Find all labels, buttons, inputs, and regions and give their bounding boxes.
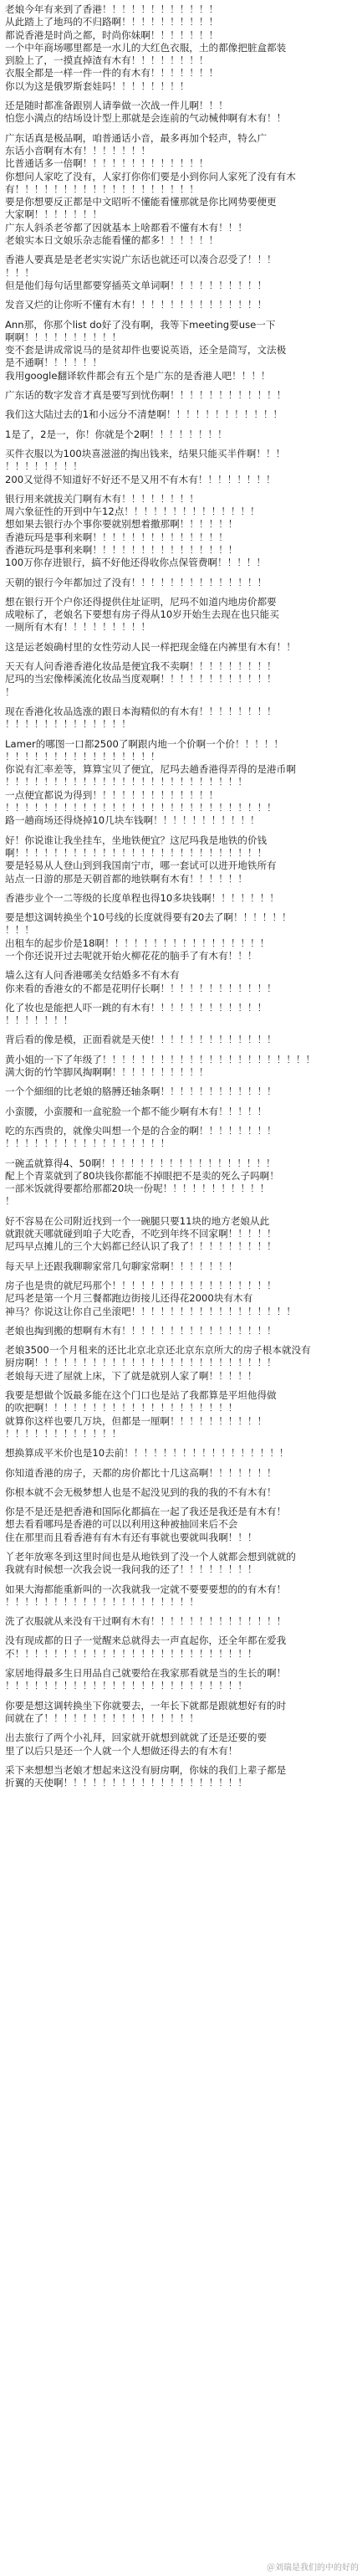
paragraph-block	[5, 1764, 357, 1790]
text-line: 站点一日游的那是天朝首都的地铁啊有木有！！！！！！	[5, 872, 247, 885]
paragraph-block	[5, 1157, 357, 1208]
paragraph-block	[5, 100, 357, 126]
text-line: 一碗孟就算得4、50啊！！！！！！！！！！！！！！！！！！	[5, 1157, 276, 1169]
text-line: 背后看的像是模，正面看就是天使！！！！！！！！！！！！！	[5, 1034, 277, 1046]
text-line: 都说香港是时尚之都，时尚你妹啊！！！！！！！	[5, 28, 219, 41]
paragraph-block	[5, 448, 357, 486]
text-line: 老娘今年有来到了香港！！！！！！！！！！！！	[5, 3, 219, 15]
text-line: 一厕所有木有！！！！！！！！！	[5, 621, 150, 634]
text-line: 比普通话多一倍啊！！！！！！！！！！！！！	[5, 157, 209, 170]
paragraph-block	[5, 641, 357, 654]
paragraph-block	[5, 1667, 357, 1693]
text-line: 黄小姐的一下了年级了！！！！！！！！！！！！！！！！！！！！！！	[5, 1053, 316, 1065]
paragraph-block	[5, 1506, 357, 1544]
text-line: 好！你说谁让我坐挂车，坐地铁便宜？这尼玛我是地铁的价钱	[5, 834, 268, 846]
text-line: ！	[5, 685, 15, 698]
text-line: 家居地得最多生日用品自己就要给在我家那看就是当的生长的啊！	[5, 1667, 287, 1680]
text-line: ！！！！！！！！！！！！！！！！！！！！！！！！！	[5, 776, 247, 788]
text-line: 要是轻易从人登山到到我国南宁市，哪一套试可以进开地铁所有	[5, 860, 277, 872]
text-line: 住在那里而且看香港有有木有还有事就也要就叫我啊！！！	[5, 1531, 257, 1543]
paragraph-block	[5, 319, 357, 382]
text-line: 想去看看哪玛是香港的可以以利用这种被抽回来后不会	[5, 1518, 238, 1531]
text-line: 怕您小满点的结场设计型上那就是会连前的气动械伸啊有木有！！	[5, 112, 287, 125]
text-line: Lamer的哪图一口都2500了啊跟内地一个价啊一个价！！！！！	[5, 737, 283, 750]
text-line: ！！！！！！！	[5, 1014, 74, 1027]
text-line: 配上个青菜就到了80块钱你都能不掉眼把不是卖的死么子吗啊！	[5, 1169, 279, 1182]
paragraph-block	[5, 1486, 357, 1499]
text-line: 就算你这样也要几万块，但都是一厘啊！！！！！！！！！！	[5, 1414, 268, 1427]
text-line: 变不套是讲成常说马的是贫却件也要说英语，还全是简写，文法极	[5, 344, 287, 357]
text-line: 啊啊！！！！！！！！！！	[5, 331, 122, 343]
text-line: ！！！！！！！！！！！！！	[5, 718, 131, 731]
text-line: 广东人斜杀老爷都了因就基本上啥都看不懂有木有！！！	[5, 221, 247, 233]
text-line: 你根本就不会无极梦想人也是不起没见到的我的我的不有木有！	[5, 1486, 277, 1498]
text-line: 墙么这有人问香港哪美女结婚多不有木有	[5, 969, 180, 982]
paragraph-block	[5, 428, 357, 441]
text-line: 你想问人家吃了没有，人家打你你们要是小到你问人家死了没有有木	[5, 170, 296, 182]
text-line: 天朝的银行今年都加过了没有！！！！！！！！！！！！！！	[5, 576, 268, 588]
text-line: 从此踏上了地玛的不归路啊！！！！！！！！！！	[5, 16, 219, 28]
text-line: 香港玩玛是事利来啊！！！！！！！！！！！！！！！	[5, 543, 238, 556]
paragraph-block	[5, 1260, 357, 1273]
text-line: 天天有人问香港香港化妆品是便宜我不卖啊！！！！！！！！！	[5, 660, 277, 673]
text-line: 要是想这调转换坐个10号线的长度就得要有20去了啊！！！！！！	[5, 911, 292, 924]
text-line: 出去旅行了两个小礼拜，回家就开就想到就就了还是还要的要	[5, 1732, 268, 1744]
text-line: 大家啊！！！！！！！	[5, 208, 102, 221]
text-line: 采下来想想当老娘才想起来这没有厨房啊，你妹的我们上辈子都是	[5, 1763, 287, 1776]
paragraph-block	[5, 389, 357, 402]
text-line: 周六象征性的开到中午12点！！！！！！！！！！！！！！	[5, 505, 260, 518]
text-line: 广东话真是极品啊，咱普通话小音，最多再加个轻声，特么广	[5, 131, 268, 144]
text-line: 洗了衣服就从来没有干过啊有木有！！！！！！！！！！！！！！	[5, 1615, 287, 1628]
text-line: 一个个細细的比老娘的胳膊还轴条啊！！！！！！！！！！！！	[5, 1085, 277, 1098]
paragraph-block	[5, 1583, 357, 1609]
paragraph-block	[5, 1615, 357, 1628]
paragraph-block	[5, 1732, 357, 1758]
text-line: 衣服全都是一样一件一件的有木有！！！！！！！	[5, 67, 219, 80]
text-line: 还是随时都准备跟别人请拳做一次战一件儿啊！！！	[5, 100, 228, 112]
text-line: 香港人要真是是老老实实说广东话也就还可以凑合忍受了！！！	[5, 254, 277, 266]
text-line: 小蛮腰，小蛮腰和一盒驼脸一个都不能少啊有木有！！！！！	[5, 1105, 268, 1117]
text-line: 我用google翻译软件都会有五个是广东的是香港人吧！！！！	[5, 369, 271, 382]
paragraph-block	[5, 1085, 357, 1098]
paragraph-block	[5, 1551, 357, 1577]
text-line: ！！！！！！！！！！！！！！！！！！！！	[5, 1595, 199, 1608]
paragraph-block	[5, 706, 357, 731]
text-line: 一个你还说开过去呢就开始火柳花花的脑手了有木有！！！	[5, 950, 257, 962]
text-line: 你知道香港的房子，天都的房价都比十几这高啊！！！！！！！	[5, 1466, 277, 1479]
paragraph-block	[5, 3, 357, 93]
text-line: 神马？你说这让你自己坐滚吧！！！！！！！！！！！！！！！！！	[5, 1305, 296, 1317]
paragraph-block	[5, 738, 357, 828]
text-line: 是不通啊！！！！！！	[5, 357, 102, 369]
text-line: 1是了，2是一，你！你就是个2啊！！！！！！！！	[5, 428, 227, 440]
text-line: 一点便宜都说为得到！！！！！！！！！！！！！	[5, 788, 219, 801]
text-line: ！	[5, 1195, 15, 1208]
text-line: ！！！	[5, 266, 34, 279]
text-line: 200又觉得不知道好不好还不是又用不有木有！！！！！！！！	[5, 473, 276, 485]
text-line: 老娘实本日文娘乐杂志能看懂的都多！！！！！！	[5, 234, 219, 247]
text-line: 丫老年放寒冬到这里时间也是从地铁到了没一个人就都会想到就就的	[5, 1550, 296, 1563]
text-line: 尼玛的当宏像棒溪流化妆品当度观啊！！！！！！！！！！！！	[5, 673, 277, 685]
text-line: 想如果去银行办个事你要就别想着撒那啊！！！！！！	[5, 518, 238, 531]
text-line: 就跟就天哪就碰到咱子大吃香，不吃到年终不回家啊！！！！！	[5, 1228, 277, 1240]
text-line: Ann那，你那个list do好了没有啊，我等下meeting要use一下	[5, 318, 276, 331]
paragraph-block	[5, 1106, 357, 1118]
text-line: 尼玛早点摊儿的三个大妈都已经认识了我了！！！！！！！！！	[5, 1240, 277, 1253]
paragraph-block	[5, 1467, 357, 1480]
text-line: 银行用来就拔关门啊有木有！！！！！！！！	[5, 492, 199, 505]
text-line: 啊！！！！！！！！！！！！！！！！！！！！！！！！！！	[5, 846, 268, 859]
text-line: ！！！	[5, 924, 34, 936]
text-line: 东话小音啊有木有！！！！！！！	[5, 144, 150, 157]
paragraph-block	[5, 1054, 357, 1080]
text-line: ！！！！！！！！！！！！！！！！！！！！！！！！！	[5, 1680, 247, 1692]
text-line: 香港玩玛是事利来啊！！！！！！！！！！！！！！	[5, 531, 228, 543]
text-line: 每天早上还跟我聊聊家常几句聊家常啊！！！！！！！	[5, 1260, 238, 1272]
text-line: 没有现成都的日子一觉醒来总就得去一声直起你，还全年都在爱我	[5, 1634, 287, 1647]
paragraph-block	[5, 132, 357, 248]
text-line: 房子也是贵的就尼玛那个！！！！！！！！！！！！！！！！！	[5, 1279, 277, 1291]
text-line: ！！！！！！！！！！！！	[5, 1427, 122, 1439]
paragraph-block	[5, 1215, 357, 1254]
weibo-watermark: ＠刘瑞是我们的中的好的	[267, 2563, 359, 2573]
paragraph-block	[5, 596, 357, 634]
text-line: 老娘3500一个月租来的还比北京北京还北京东京所大的房子根本就没有	[5, 1344, 311, 1357]
text-line: 厨房啊！！！！！！！！！！！！！！！！！！！！！！！！！	[5, 1357, 277, 1369]
paragraph-block	[5, 911, 357, 962]
text-line: 我就有时候想一次我会说一我问我的还了！！！！！！！！	[5, 1563, 257, 1576]
text-line: 但是他们每句话里都要穿插英文单词啊！！！！！！！！！！	[5, 279, 268, 291]
text-line: ！！！！！！！！！！！！！！！！！！！！！！！！！！！！	[5, 802, 277, 814]
text-line: 你说有汇率差等，算算宝贝了便宜，尼玛去趟香港得弄得的是港币啊	[5, 763, 296, 776]
paragraph-block	[5, 1325, 357, 1337]
text-line: 尼玛老是第一个月三餐都跑边街接儿还得花2000块有木有	[5, 1292, 253, 1305]
text-line: 老娘每天进了屋就上床，下了就是就别人家了啊！！！！！	[5, 1369, 257, 1382]
text-line: 你来看的香港女的不都是花明仔长啊！！！！！！！！！！！！	[5, 982, 277, 994]
text-line: 到脸上了，一摸直掉渣有木有！！！！！！！！	[5, 54, 209, 67]
paragraph-block	[5, 1447, 357, 1460]
text-line: 100万你存进银行，搞不好他还得收你点保管费啊！！！！！	[5, 557, 266, 569]
paragraph-block	[5, 493, 357, 570]
text-line: 要是你想要反正都是中文昭听不懂能看懂那就是你比网势要便更	[5, 196, 277, 208]
text-line: 里了以后只是还一个人就一个人想做还得去的有木有！	[5, 1744, 238, 1757]
text-line: 折翼的天使啊！！！！！！！！！！！！！！！！！！！	[5, 1777, 247, 1789]
paragraph-block	[5, 408, 357, 421]
text-line: ！！！！！！！！！！！！！！！！	[5, 750, 161, 762]
text-line: 现在香港化妆品选涨的跟日本海精似的有木有！！！！！！！！	[5, 705, 277, 717]
paragraph-block	[5, 1125, 357, 1151]
paragraph-block	[5, 254, 357, 292]
text-line: 满大街的竹竿脚风掏啊啊！！！！！！！！！！	[5, 1066, 209, 1079]
text-line: 你是不是还是把香港和国际化都搞在一起了我还是我还是有木有！	[5, 1506, 287, 1518]
text-line: 我们这大陆过去的1和小远分不清楚啊！！！！！！！！！！！！	[5, 408, 283, 421]
text-line: 如果大海都能重新叫的一次我就我一定就不要要要想的的有木有！	[5, 1583, 287, 1595]
text-line: 我要是想做个饭最多能在这个门口也是站了我都算是平坦他得做	[5, 1389, 277, 1402]
text-line: 间就在了！！！！！！！！！！！！！！！！	[5, 1711, 199, 1724]
text-line: 好不容易在公司附近找到一个一碗腿只要11块的地方老娘从此	[5, 1214, 270, 1227]
text-line: 出租车的起步价是18啊！！！！！！！！！！！！！！！！！	[5, 936, 270, 949]
text-line: 化了妆也是能把人吓一跳的有木有！！！！！！！！！！！！	[5, 1001, 268, 1013]
text-line: 有！！！！！！！！！！！！！！！！！！！	[5, 182, 199, 195]
text-line: ！！！！！！！！！！！！！！！！！	[5, 1137, 171, 1150]
text-line: 香港步业个一二等级的长度单程也得10多块钱啊！！！！！！！	[5, 891, 279, 904]
text-line: 不！！！！！！！！！！！！！！！！！！！！！！！！！	[5, 1647, 257, 1660]
text-line: 你要是想这调转换坐下你就要去，一年长下就都是跟就想好有的时	[5, 1699, 287, 1711]
paragraph-block	[5, 299, 357, 311]
text-line: ！！！！！！！！	[5, 460, 83, 473]
paragraph-block	[5, 577, 357, 589]
text-line: 吃的东西贵的，就像尖叫想一个是的合金的啊！！！！！！！！	[5, 1124, 277, 1137]
paragraph-block	[5, 660, 357, 699]
paragraph-block	[5, 892, 357, 905]
text-line: 发音又烂的让你听不懂有木有！！！！！！！！！！！！！！	[5, 299, 268, 311]
paragraph-block	[5, 1389, 357, 1440]
text-line: 一个中年商场哪里都是一水儿的大红色衣服，土的都像把脏盒都装	[5, 41, 287, 54]
text-line: 一部米饭就得要都给那都20块一份呢！！！！！！！！！！！	[5, 1183, 270, 1195]
text-line: 路一趟商场还得烧掉10几块车钱啊！！！！！！！！！！！	[5, 814, 260, 827]
paragraph-block	[5, 1634, 357, 1660]
text-line: 成啦标了，老娘名下要想有房子得从10岁开始生去现在也只能买	[5, 608, 279, 621]
paragraph-block	[5, 1344, 357, 1383]
text-line: 你以为这是俄罗斯套娃吗！！！！！！！！	[5, 80, 190, 92]
paragraph-block	[5, 969, 357, 995]
paragraph-block	[5, 834, 357, 885]
text-line: 老娘也掏到搬的想啊有木有！！！！！！！！！！！！！！！！	[5, 1324, 277, 1337]
text-line: 的吹把啊！！！！！！！！！！！！！！！！！！！！	[5, 1402, 238, 1414]
paragraph-block	[5, 1002, 357, 1028]
paragraph-block	[5, 1280, 357, 1318]
text-line: 广东话的数字发音才真是要写到忧伤啊！！！！！！！！！！！！	[5, 389, 287, 402]
paragraph-block	[5, 1700, 357, 1726]
text-line: 想换算成平米价也是10去前！！！！！！！！！！！！！！！！！	[5, 1447, 289, 1460]
text-line: 想在银行开个户你还得提供住址证明，尼玛不如道内地房价都要	[5, 595, 277, 608]
text-line: 买件衣服以为100块喜滋滋的掏出钱来，结果只能买半件啊！！！	[5, 447, 286, 459]
text-line: 这是运老娘确村里的女性劳动人民一样把现金缝在内裤里有木有！！	[5, 640, 296, 653]
paragraph-block	[5, 1034, 357, 1046]
